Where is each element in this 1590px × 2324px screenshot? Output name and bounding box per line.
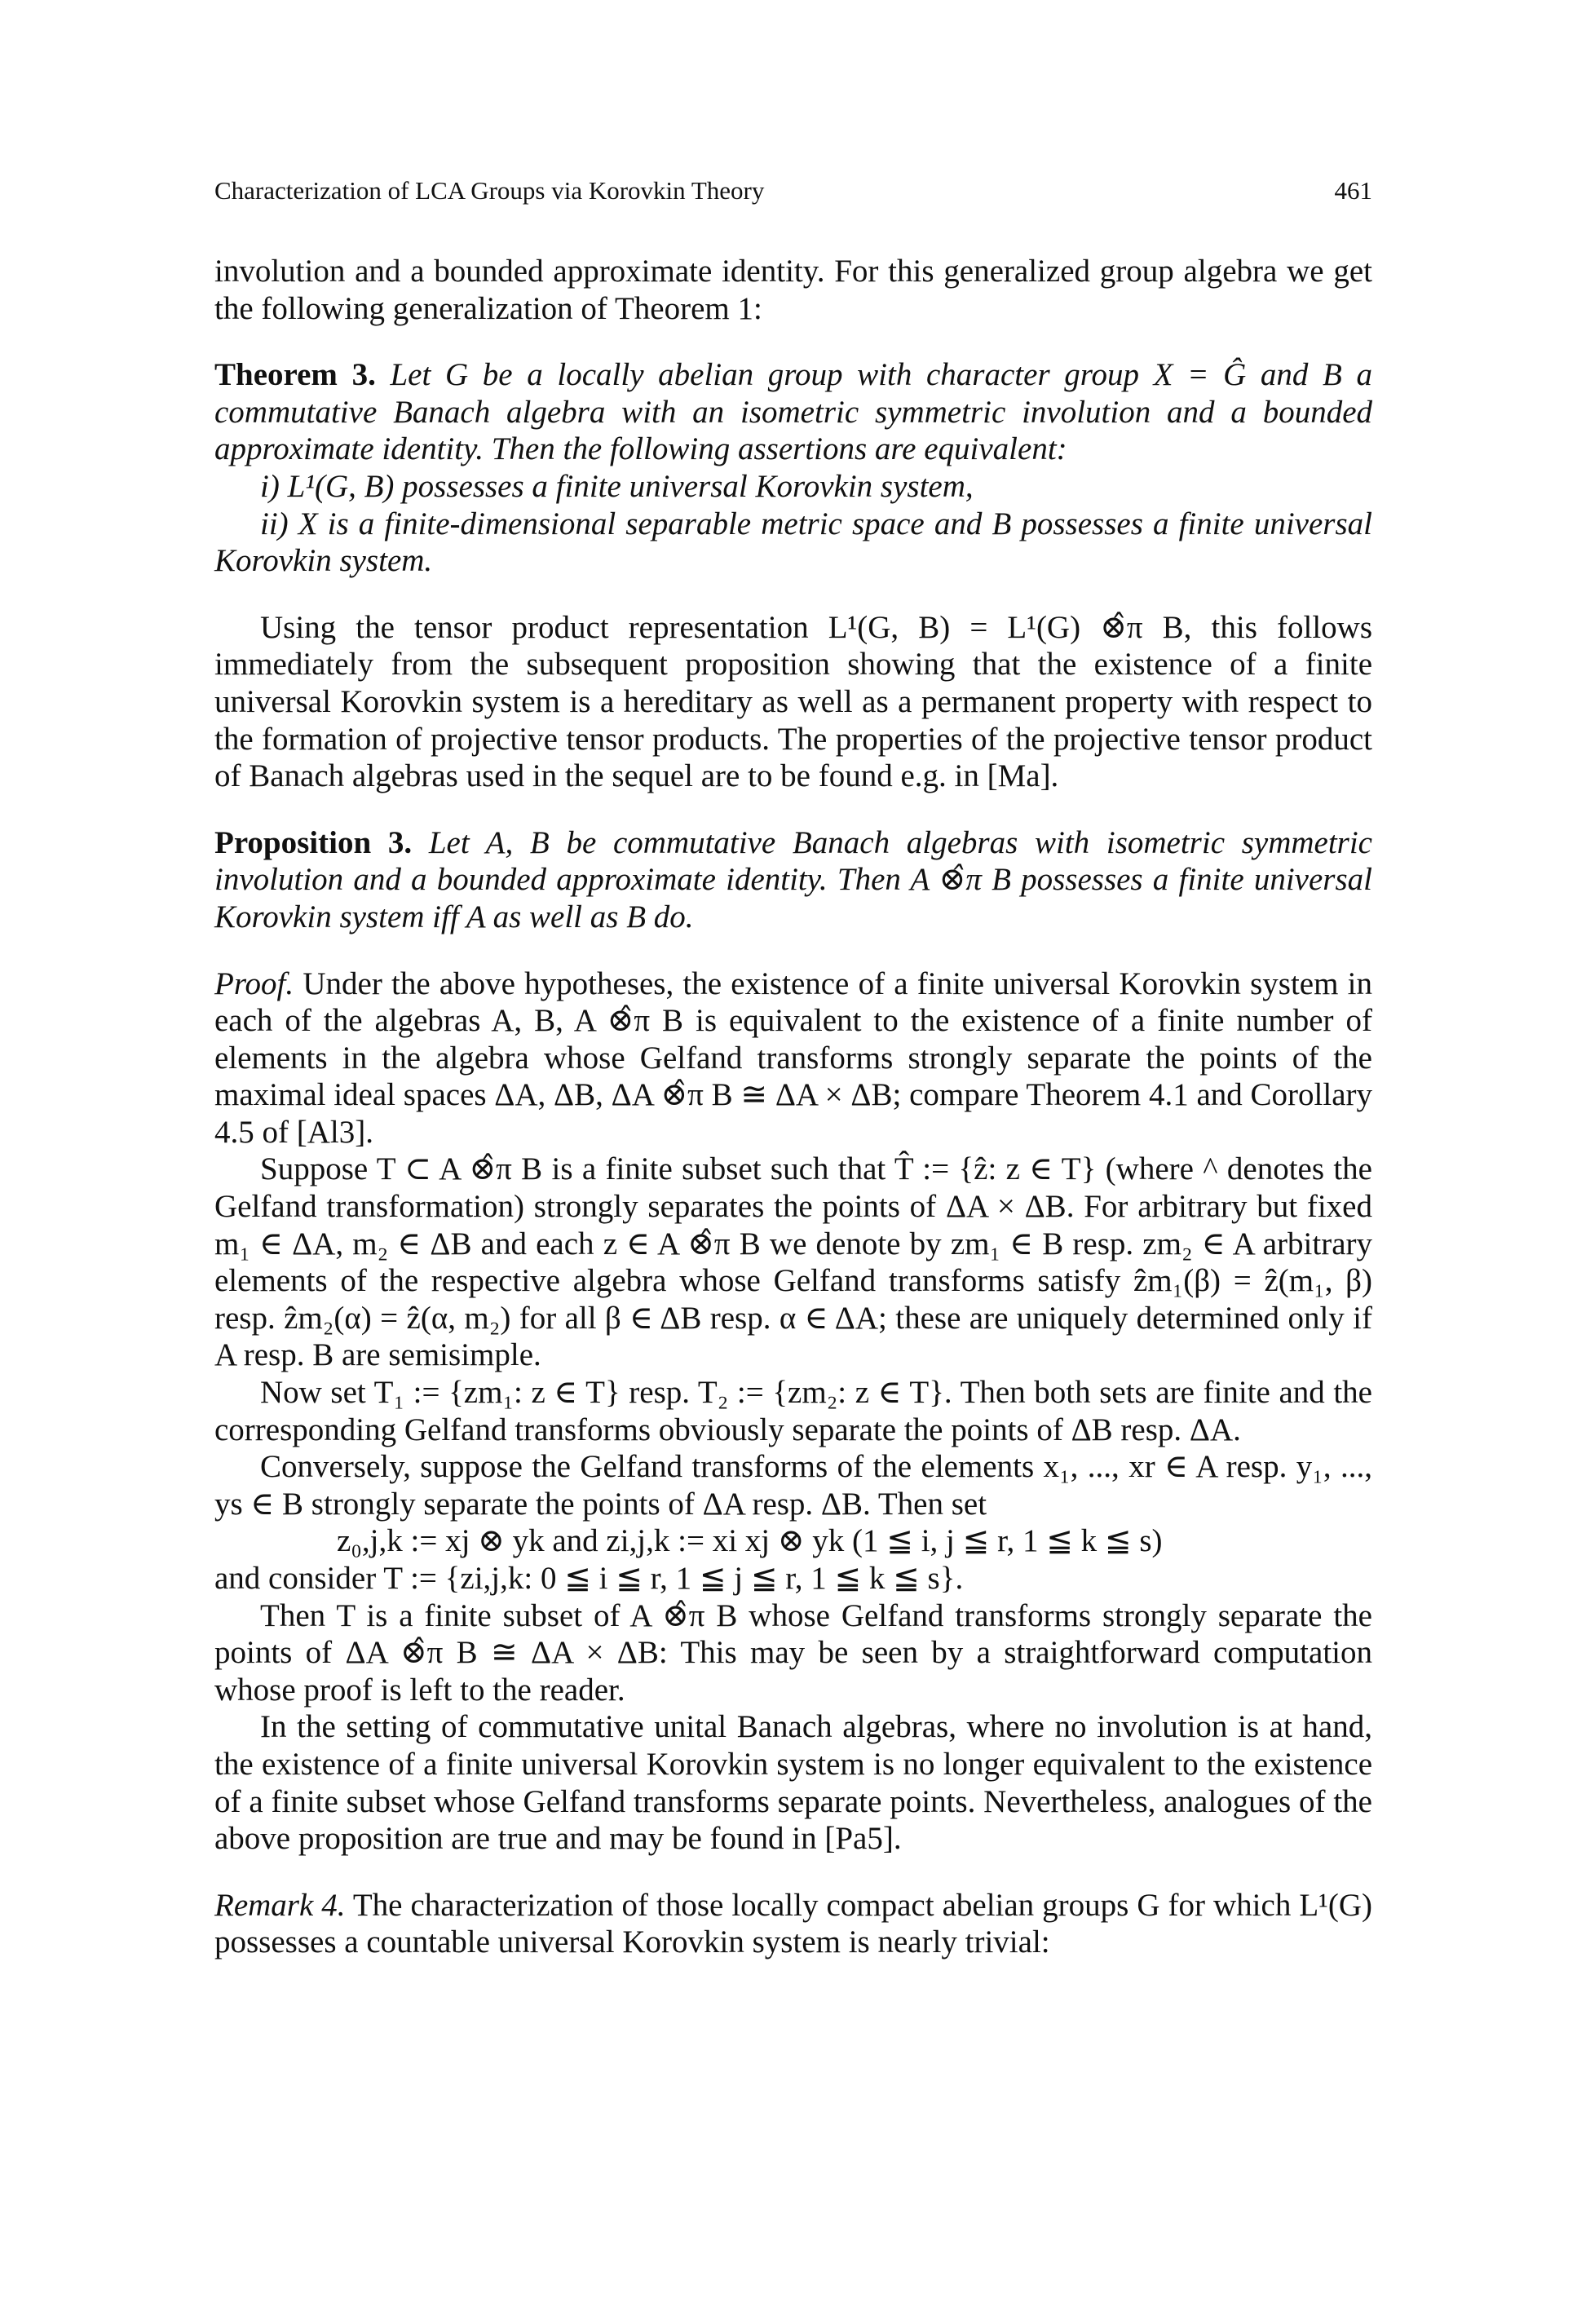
proof-paragraph-1: [214, 965, 1372, 1151]
theorem-statement: Let G be a locally abelian group with character group X = Ĝ and B a commutative Banach algebra with an isometric symmetric involution and a bounded approximate identity. Then the following assertions are equivalent:: [214, 357, 1373, 467]
theorem-label: Theorem 3.: [214, 357, 376, 393]
proof-label: Proof.: [214, 965, 294, 1001]
theorem-item-i: i) L¹(G, B) possesses a finite universal Korovkin system,: [260, 468, 974, 504]
theorem-item-ii: ii) X is a finite-dimensional separable metric space and B possesses a finite universal Korovkin system.: [214, 506, 1372, 579]
proof-paragraph-2: Suppose T ⊂ A ⊗̂π B is a finite subset such that T̂ := {ẑ: z ∈ T} (where ^ denotes the Gelfand transformation) strongly separates the points of ΔA × ΔB. For arbitrary but fixed m₁ ∈ ΔA, m₂ ∈ ΔB and each z ∈ A ⊗̂π B we denote by zm₁ ∈ B resp. zm₂ ∈ A arbitrary elements of the respective algebra whose Gelfand transforms satisfy ẑm₁(β) = ẑ(m₁, β) resp. ẑm₂(α) = ẑ(α, m₂) for all β ∈ ΔB resp. α ∈ ΔA; these are uniquely determined only if A resp. B are semisimple.: [214, 1151, 1372, 1373]
tensor-paragraph: Using the tensor product representation L¹(G, B) = L¹(G) ⊗̂π B, this follows immediately from the subsequent proposition showing that the existence of a finite universal Korovkin system is a hereditary as well as a permanent property with respect to the formation of projective tensor products. The properties of the projective tensor product of Banach algebras used in the sequel are to be found e.g. in [Ma].: [214, 609, 1372, 794]
remark-label: Remark 4.: [214, 1887, 346, 1923]
body-text: [214, 253, 1372, 1961]
proposition-3: [214, 824, 1372, 936]
proposition-statement: Let A, B be commutative Banach algebras with isometric symmetric involution and a bounded approximate identity. Then A ⊗̂π B possesses a finite universal Korovkin system iff A as well as B do.: [214, 824, 1372, 934]
theorem-3: [214, 356, 1372, 468]
intro-paragraph: involution and a bounded approximate identity. For this generalized group algebra we get the following generalization of Theorem 1:: [214, 254, 1372, 326]
proof-paragraph-3: Now set T₁ := {zm₁: z ∈ T} resp. T₂ := {zm₂: z ∈ T}. Then both sets are finite and the corresponding Gelfand transforms obviously separate the points of ΔB resp. ΔA.: [214, 1375, 1372, 1447]
proof-paragraph-6: Then T is a finite subset of A ⊗̂π B whose Gelfand transforms strongly separate the points of ΔA ⊗̂π B ≅ ΔA × ΔB: This may be seen by a straightforward computation whose proof is left to the reader.: [214, 1597, 1372, 1708]
running-header: [214, 176, 1372, 209]
display-equation: z₀,j,k := xj ⊗ yk and zi,j,k := xi xj ⊗ yk (1 ≦ i, j ≦ r, 1 ≦ k ≦ s): [337, 1523, 1163, 1559]
proof-paragraph-7: In the setting of commutative unital Banach algebras, where no involution is at hand, the existence of a finite universal Korovkin system is no longer equivalent to the existence of a finite subset whose Gelfand transforms separate points. Nevertheless, analogues of the above proposition are true and may be found in [Pa5].: [214, 1709, 1372, 1857]
proof-paragraph-5: and consider T := {zi,j,k: 0 ≦ i ≦ r, 1 ≦ j ≦ r, 1 ≦ k ≦ s}.: [214, 1561, 964, 1596]
remark-4: [214, 1887, 1372, 1961]
proposition-label: Proposition 3.: [214, 824, 413, 860]
proof-paragraph-4: Conversely, suppose the Gelfand transforms of the elements x₁, ..., xr ∈ A resp. y₁, ..., ys ∈ B strongly separate the points of ΔA resp. ΔB. Then set: [214, 1449, 1372, 1522]
proof-text-1: Under the above hypotheses, the existence of a finite universal Korovkin system in each of the algebras A, B, A ⊗̂π B is equivalent to the existence of a finite number of elements in the algebra whose Gelfand transforms strongly separate the points of the maximal ideal spaces ΔA, ΔB, ΔA ⊗̂π B ≅ ΔA × ΔB; compare Theorem 4.1 and Corollary 4.5 of [Al3].: [214, 965, 1372, 1150]
running-title: Characterization of LCA Groups via Korovkin Theory: [214, 176, 765, 205]
page-number: 461: [1334, 176, 1372, 205]
remark-text: The characterization of those locally compact abelian groups G for which L¹(G) possesses a countable universal Korovkin system is nearly trivial:: [214, 1887, 1372, 1960]
